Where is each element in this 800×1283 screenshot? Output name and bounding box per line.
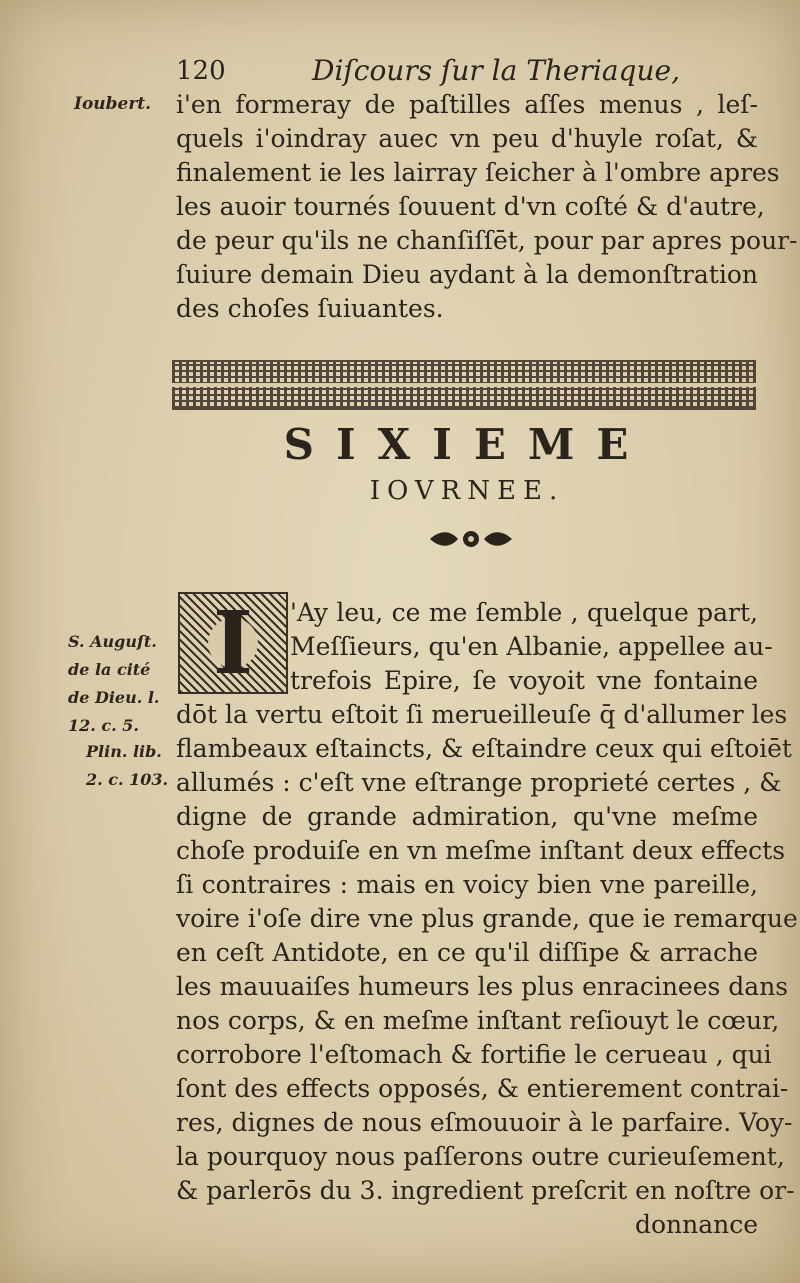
text-line: les mauuaiſes humeurs les plus enracinees dans bbox=[176, 972, 789, 1001]
text-line: digne de grande admiration, qu'vne meſme bbox=[176, 802, 758, 831]
fleuron-ornament bbox=[428, 528, 514, 550]
drop-initial-letter: I bbox=[180, 594, 286, 692]
text-line: trefois Epire, ſe voyoit vne fontaine bbox=[290, 666, 758, 695]
margin-note-line: Plin. lib. bbox=[86, 742, 162, 761]
text-line: allumés : c'eſt vne eſtrange proprieté certes , & bbox=[176, 768, 782, 797]
text-line: ſuiure demain Dieu aydant à la demonſtration bbox=[176, 260, 758, 289]
page-header bbox=[172, 52, 762, 92]
text-line: i'en formeray de paſtilles aſſes menus , leſ- bbox=[176, 90, 758, 119]
text-line: finalement ie les lairray ſeicher à l'ombre apres bbox=[176, 158, 780, 187]
text-line: ſi contraires : mais en voicy bien vne pareille, bbox=[176, 870, 758, 899]
text-line: & parlerōs du 3. ingredient preſcrit en noſtre or- bbox=[176, 1176, 795, 1205]
text-line: en ceſt Antidote, en ce qu'il diſſipe & arrache bbox=[176, 938, 758, 967]
paragraph-2-opening bbox=[290, 596, 773, 698]
text-line: corrobore l'eſtomach & fortifie le cerueau , qui bbox=[176, 1040, 772, 1069]
margin-note-line: de la cité bbox=[68, 660, 151, 679]
text-line: de peur qu'ils ne chanſiſſēt, pour par apres pour- bbox=[176, 226, 798, 255]
text-line: voire i'oſe dire vne plus grande, que ie remarque bbox=[176, 904, 798, 933]
text-line: res, dignes de nous eſmouuoir à le parfaire. Voy- bbox=[176, 1108, 793, 1137]
margin-note-line: S. Auguſt. bbox=[68, 632, 157, 651]
paragraph-2 bbox=[176, 698, 798, 1242]
paragraph-1 bbox=[176, 88, 798, 326]
text-line: 'Ay leu, ce me ſemble , quelque part, bbox=[290, 598, 758, 627]
text-line: la pourquoy nous paſſerons outre curieuſement, bbox=[176, 1142, 785, 1171]
margin-note-line: 12. c. 5. bbox=[68, 716, 139, 735]
catchword: donnance bbox=[634, 1210, 758, 1239]
ornamental-band bbox=[172, 360, 756, 410]
section-title: SIXIEME bbox=[283, 420, 651, 469]
text-line: nos corps, & en meſme inſtant reſiouyt le cœur, bbox=[176, 1006, 780, 1035]
text-line: des choſes ſuiuantes. bbox=[176, 294, 444, 323]
running-title: Diſcours ſur la Theriaque, bbox=[312, 54, 680, 87]
margin-note-joubert: Ioubert. bbox=[74, 94, 152, 114]
page-number: 120 bbox=[176, 56, 226, 86]
text-line: les auoir tournés ſouuent d'vn coſté & d'autre, bbox=[176, 192, 765, 221]
margin-note-line: 2. c. 103. bbox=[86, 770, 169, 789]
decorated-initial bbox=[178, 592, 288, 694]
text-line: quels i'oindray auec vn peu d'huyle roſat, & bbox=[176, 124, 758, 153]
section-subtitle: IOVRNEE. bbox=[369, 476, 565, 506]
text-line: dōt la vertu eſtoit ſi merueilleuſe q̄ d'allumer les bbox=[176, 700, 788, 729]
text-line: flambeaux eſtaincts, & eſtaindre ceux qui eſtoiēt bbox=[176, 734, 792, 763]
margin-note-pline bbox=[86, 738, 176, 794]
margin-note-augustin bbox=[68, 628, 168, 740]
text-line: choſe produiſe en vn meſme inſtant deux effects bbox=[176, 836, 786, 865]
text-line: Meſſieurs, qu'en Albanie, appellee au- bbox=[290, 632, 773, 661]
text-line: ſont des effects opposés, & entierement contrai- bbox=[176, 1074, 789, 1103]
margin-note-line: de Dieu. l. bbox=[68, 688, 160, 707]
